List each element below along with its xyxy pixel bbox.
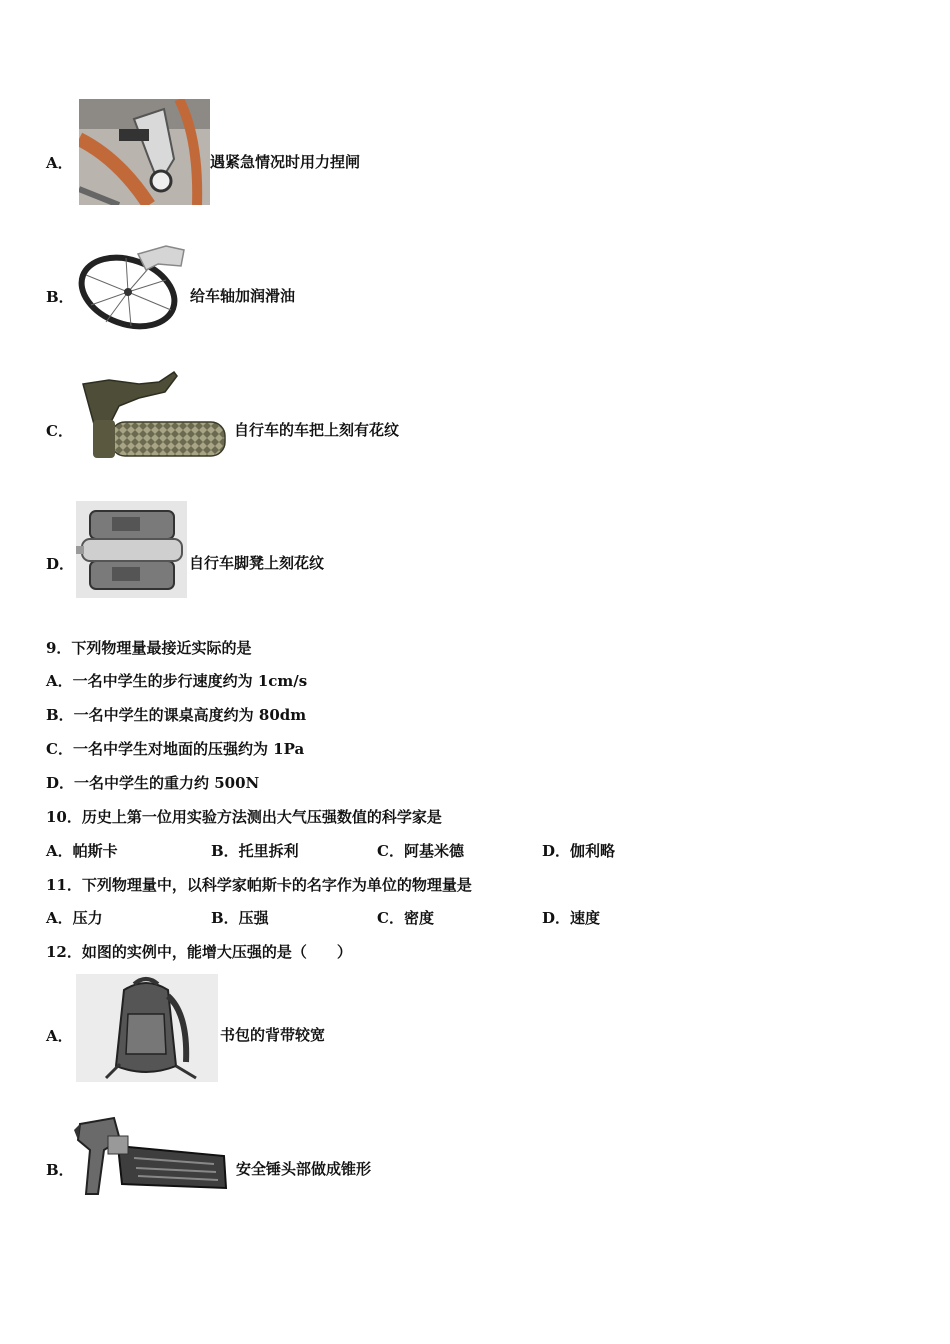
q10-option-a: A．帕斯卡 [46, 842, 118, 860]
q11-option-a: A．压力 [46, 909, 103, 927]
q8-option-b-letter: B． [46, 288, 74, 306]
q9-option-d: D．一名中学生的重力约 500N [46, 774, 260, 792]
q11-options [46, 907, 746, 929]
q10-option-b: B．托里拆利 [211, 842, 299, 860]
backpack-icon [76, 974, 218, 1082]
q8-option-a-letter: A． [46, 154, 73, 172]
q11-option-c: C．密度 [377, 909, 434, 927]
bicycle-pedal-icon [76, 501, 187, 598]
q12-option-a-caption: 书包的背带较宽 [220, 1026, 326, 1044]
q11-stem: 11．下列物理量中，以科学家帕斯卡的名字作为单位的物理量是 [46, 876, 472, 894]
q9-option-c: C．一名中学生对地面的压强约为 1Pa [46, 740, 305, 758]
bicycle-brake-caliper-icon [79, 99, 210, 205]
q8-option-d-letter: D． [46, 555, 75, 573]
q10-options [46, 840, 746, 862]
q12-option-a-letter: A． [46, 1027, 73, 1045]
q9-option-a: A．一名中学生的步行速度约为 1cm/s [46, 672, 308, 690]
q8-option-c-caption: 自行车的车把上刻有花纹 [234, 421, 400, 439]
q8-option-d-caption: 自行车脚凳上刻花纹 [189, 554, 325, 572]
q9-stem: 9．下列物理量最接近实际的是 [46, 639, 252, 657]
q12-option-b-caption: 安全锤头部做成锥形 [236, 1160, 372, 1178]
q10-option-d: D．伽利略 [542, 842, 616, 860]
safety-hammer-icon [74, 1110, 230, 1202]
bicycle-wheel-icon [76, 240, 186, 330]
q8-option-c-letter: C． [46, 422, 73, 440]
q11-option-d: D．速度 [542, 909, 601, 927]
q9-option-b: B．一名中学生的课桌高度约为 80dm [46, 706, 307, 724]
q12-stem: 12．如图的实例中，能增大压强的是（ ） [46, 943, 352, 961]
q8-option-b-caption: 给车轴加润滑油 [190, 287, 296, 305]
q11-option-b: B．压强 [211, 909, 269, 927]
handlebar-grip-icon [79, 370, 227, 460]
q12-option-b-letter: B． [46, 1161, 74, 1179]
q10-option-c: C．阿基米德 [377, 842, 464, 860]
q8-option-a-caption: 遇紧急情况时用力捏闸 [210, 153, 361, 171]
q10-stem: 10．历史上第一位用实验方法测出大气压强数值的科学家是 [46, 808, 442, 826]
